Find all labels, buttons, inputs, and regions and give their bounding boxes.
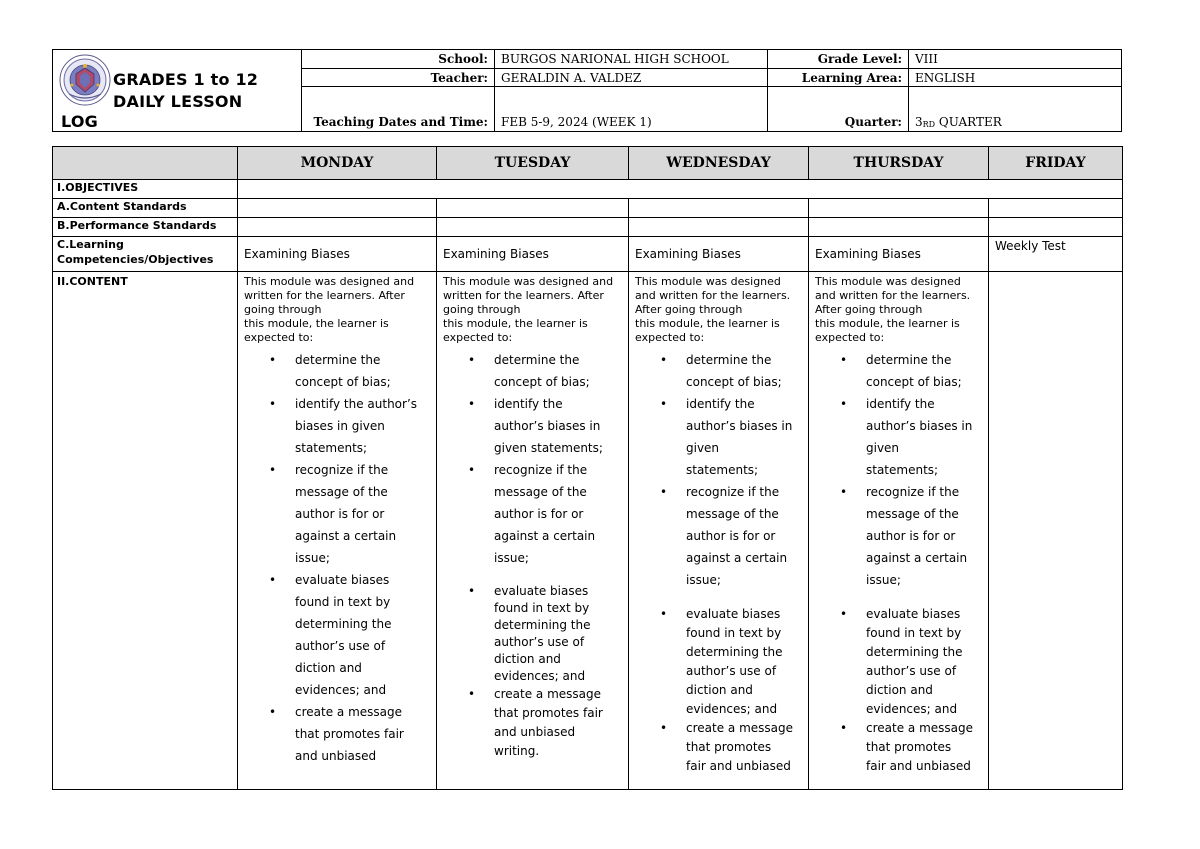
objective-text: author’s biases in <box>866 419 973 433</box>
objective-item <box>866 719 983 776</box>
objective-text: concept of bias; <box>494 375 590 389</box>
intro-line: written for the learners. After <box>443 289 604 302</box>
objective-text: evidences; and <box>295 683 387 697</box>
objective-text: against a certain <box>494 529 596 543</box>
intro-line: After going through <box>635 303 743 316</box>
objective-text: against a certain <box>866 551 968 565</box>
row-label-header <box>53 147 238 180</box>
objective-text: • create a message <box>866 721 974 735</box>
objective-text: concept of bias; <box>295 375 391 389</box>
competencies-label <box>53 237 238 272</box>
objective-text: biases in given <box>295 419 385 433</box>
dll-title-block <box>53 50 302 131</box>
objective-text: given statements; <box>494 441 603 455</box>
performance-standards-thursday <box>809 218 989 237</box>
teacher-label: Teacher: <box>302 69 495 87</box>
school-value: BURGOS NARIONAL HIGH SCHOOL <box>495 50 768 69</box>
objective-text: message of the <box>686 507 779 521</box>
objective-text: • evaluate biases <box>866 607 961 621</box>
objective-text: that promotes fair <box>295 727 404 741</box>
objective-text: determining the <box>295 617 392 631</box>
content-standards-wednesday <box>629 199 809 218</box>
content-standards-friday <box>989 199 1123 218</box>
objective-text: • determine the <box>686 353 772 367</box>
performance-standards-tuesday <box>437 218 629 237</box>
objectives-row <box>53 180 1123 199</box>
dll-title-line2: DAILY LESSON <box>113 92 243 111</box>
objective-text: author’s use of <box>295 639 386 653</box>
objective-item <box>686 719 803 776</box>
content-monday <box>238 272 437 790</box>
competency-friday: Weekly Test <box>989 237 1123 272</box>
dll-title-line1: GRADES 1 to 12 <box>113 70 259 89</box>
teaching-dates-value: FEB 5-9, 2024 (WEEK 1) <box>495 87 768 131</box>
objective-item <box>494 349 623 393</box>
objective-text: fair and unbiased <box>686 759 791 773</box>
performance-standards-friday <box>989 218 1123 237</box>
objective-list <box>244 349 431 767</box>
dll-header-grid <box>302 50 1121 131</box>
objective-text: and unbiased <box>494 725 576 739</box>
objective-item <box>866 481 983 591</box>
objective-text: • evaluate biases <box>494 584 589 598</box>
day-header-tuesday: TUESDAY <box>437 147 629 180</box>
objective-text: that promotes fair <box>494 706 603 720</box>
objective-text: message of the <box>295 485 388 499</box>
content-standards-tuesday <box>437 199 629 218</box>
performance-standards-row <box>53 218 1123 237</box>
objective-text: issue; <box>686 573 721 587</box>
intro-line: going through <box>443 303 521 316</box>
objective-text: found in text by <box>866 626 962 640</box>
grade-level-value: VIII <box>909 50 1121 69</box>
grade-level-label: Grade Level: <box>768 50 909 69</box>
objective-text: author’s use of <box>494 635 585 649</box>
competency-wednesday: Examining Biases <box>629 237 809 272</box>
objective-text: author is for or <box>686 529 776 543</box>
quarter-suffix: RD <box>922 120 936 129</box>
competency-tuesday: Examining Biases <box>437 237 629 272</box>
objective-text: issue; <box>295 551 330 565</box>
day-header-wednesday: WEDNESDAY <box>629 147 809 180</box>
competencies-label-line1: C.Learning <box>57 238 124 251</box>
intro-line: going through <box>244 303 322 316</box>
intro-line: expected to: <box>815 331 885 344</box>
content-standards-thursday <box>809 199 989 218</box>
objective-text: evidences; and <box>866 702 958 716</box>
objective-text: evidences; and <box>686 702 778 716</box>
objective-item <box>494 393 623 459</box>
learning-area-label: Learning Area: <box>768 69 909 87</box>
content-friday <box>989 272 1123 790</box>
performance-standards-monday <box>238 218 437 237</box>
competency-thursday: Examining Biases <box>809 237 989 272</box>
teacher-value: GERALDIN A. VALDEZ <box>495 69 768 87</box>
objective-text: concept of bias; <box>686 375 782 389</box>
objective-text: given <box>866 441 900 455</box>
objective-text: • identify the <box>866 397 935 411</box>
objective-item <box>295 349 431 393</box>
objective-text: determining the <box>494 618 591 632</box>
content-standards-row <box>53 199 1123 218</box>
objective-item <box>866 605 983 719</box>
objective-text: diction and <box>494 652 561 666</box>
objective-text: found in text by <box>686 626 782 640</box>
competencies-label-line2: Competencies/Objectives <box>57 253 214 266</box>
competencies-row <box>53 237 1123 272</box>
objectives-cell <box>238 180 1123 199</box>
objective-item <box>295 701 431 767</box>
objective-text: • evaluate biases <box>686 607 781 621</box>
intro-line: this module, the learner is <box>635 317 780 330</box>
intro-line: This module was designed <box>815 275 961 288</box>
intro-line: and written for the learners. <box>635 289 791 302</box>
objective-text: statements; <box>295 441 368 455</box>
objective-text: • identify the <box>686 397 755 411</box>
intro-line: This module was designed and <box>244 275 415 288</box>
objective-text: that promotes <box>866 740 952 754</box>
quarter-word: QUARTER <box>935 115 1002 129</box>
objective-text: diction and <box>686 683 753 697</box>
competency-monday: Examining Biases <box>238 237 437 272</box>
objective-text: • create a message <box>295 705 403 719</box>
objective-text: author’s use of <box>686 664 777 678</box>
objective-text: writing. <box>494 744 540 758</box>
performance-standards-label: B.Performance Standards <box>53 218 238 237</box>
objective-text: • identify the author’s <box>295 397 418 411</box>
content-thursday <box>809 272 989 790</box>
objective-item <box>866 349 983 393</box>
deped-seal-icon <box>59 54 111 106</box>
objective-text: author is for or <box>295 507 385 521</box>
dll-title-line3: LOG <box>61 112 98 131</box>
content-standards-label: A.Content Standards <box>53 199 238 218</box>
content-label: II.CONTENT <box>53 272 238 790</box>
day-header-monday: MONDAY <box>238 147 437 180</box>
intro-line: This module was designed and <box>443 275 614 288</box>
objective-item <box>866 393 983 481</box>
intro-line: This module was designed <box>635 275 781 288</box>
intro-line: this module, the learner is <box>443 317 588 330</box>
objective-list <box>635 349 803 776</box>
objective-text: author’s biases in <box>686 419 793 433</box>
objective-text: • recognize if the <box>494 463 588 477</box>
objective-item <box>686 481 803 591</box>
content-tuesday <box>437 272 629 790</box>
intro-line: and written for the learners. <box>815 289 971 302</box>
teaching-dates-label: Teaching Dates and Time: <box>302 87 495 131</box>
objective-text: author’s use of <box>866 664 957 678</box>
objective-text: • determine the <box>866 353 952 367</box>
objective-text: against a certain <box>295 529 397 543</box>
objective-text: that promotes <box>686 740 772 754</box>
objective-item <box>686 605 803 719</box>
objective-text: • identify the <box>494 397 563 411</box>
objective-text: issue; <box>866 573 901 587</box>
objective-text: author is for or <box>494 507 584 521</box>
intro-line: expected to: <box>635 331 705 344</box>
content-standards-monday <box>238 199 437 218</box>
objective-list <box>815 349 983 776</box>
objective-text: concept of bias; <box>866 375 962 389</box>
objective-text: determining the <box>686 645 783 659</box>
intro-line: After going through <box>815 303 923 316</box>
objective-text: found in text by <box>295 595 391 609</box>
day-header-friday: FRIDAY <box>989 147 1123 180</box>
objective-text: statements; <box>866 463 939 477</box>
objective-item <box>494 459 623 569</box>
objective-text: message of the <box>866 507 959 521</box>
intro-line: expected to: <box>244 331 314 344</box>
objective-list <box>443 349 623 761</box>
day-header-thursday: THURSDAY <box>809 147 989 180</box>
lesson-plan-table <box>52 146 1123 790</box>
objective-text: issue; <box>494 551 529 565</box>
objective-item <box>494 583 623 685</box>
objective-text: • create a message <box>686 721 794 735</box>
intro-line: expected to: <box>443 331 513 344</box>
objective-text: determining the <box>866 645 963 659</box>
dll-header <box>52 49 1122 132</box>
objective-text: evidences; and <box>494 669 586 683</box>
objective-text: message of the <box>494 485 587 499</box>
quarter-value <box>909 87 1121 131</box>
objective-text: • recognize if the <box>686 485 780 499</box>
objective-item <box>686 393 803 481</box>
objective-text: • create a message <box>494 687 602 701</box>
quarter-number: 3 <box>915 115 923 129</box>
objective-text: found in text by <box>494 601 590 615</box>
performance-standards-wednesday <box>629 218 809 237</box>
content-wednesday <box>629 272 809 790</box>
intro-line: this module, the learner is <box>815 317 960 330</box>
day-header-row <box>53 147 1123 180</box>
objective-text: • determine the <box>295 353 381 367</box>
objective-text: author is for or <box>866 529 956 543</box>
content-row <box>53 272 1123 790</box>
objective-text: • determine the <box>494 353 580 367</box>
objective-text: author’s biases in <box>494 419 601 433</box>
objective-item <box>494 685 623 761</box>
intro-line: this module, the learner is <box>244 317 389 330</box>
objective-text: diction and <box>866 683 933 697</box>
objective-text: • recognize if the <box>295 463 389 477</box>
objective-text: fair and unbiased <box>866 759 971 773</box>
objective-text: against a certain <box>686 551 788 565</box>
objective-item <box>295 459 431 569</box>
objective-text: and unbiased <box>295 749 377 763</box>
objective-text: statements; <box>686 463 759 477</box>
objective-item <box>686 349 803 393</box>
school-label: School: <box>302 50 495 69</box>
objective-text: diction and <box>295 661 362 675</box>
objective-text: given <box>686 441 720 455</box>
quarter-label: Quarter: <box>768 87 909 131</box>
objective-text: • recognize if the <box>866 485 960 499</box>
learning-area-value: ENGLISH <box>909 69 1121 87</box>
intro-line: written for the learners. After <box>244 289 405 302</box>
objective-text: • evaluate biases <box>295 573 390 587</box>
objectives-label: I.OBJECTIVES <box>53 180 238 199</box>
objective-item <box>295 393 431 459</box>
objective-item <box>295 569 431 701</box>
